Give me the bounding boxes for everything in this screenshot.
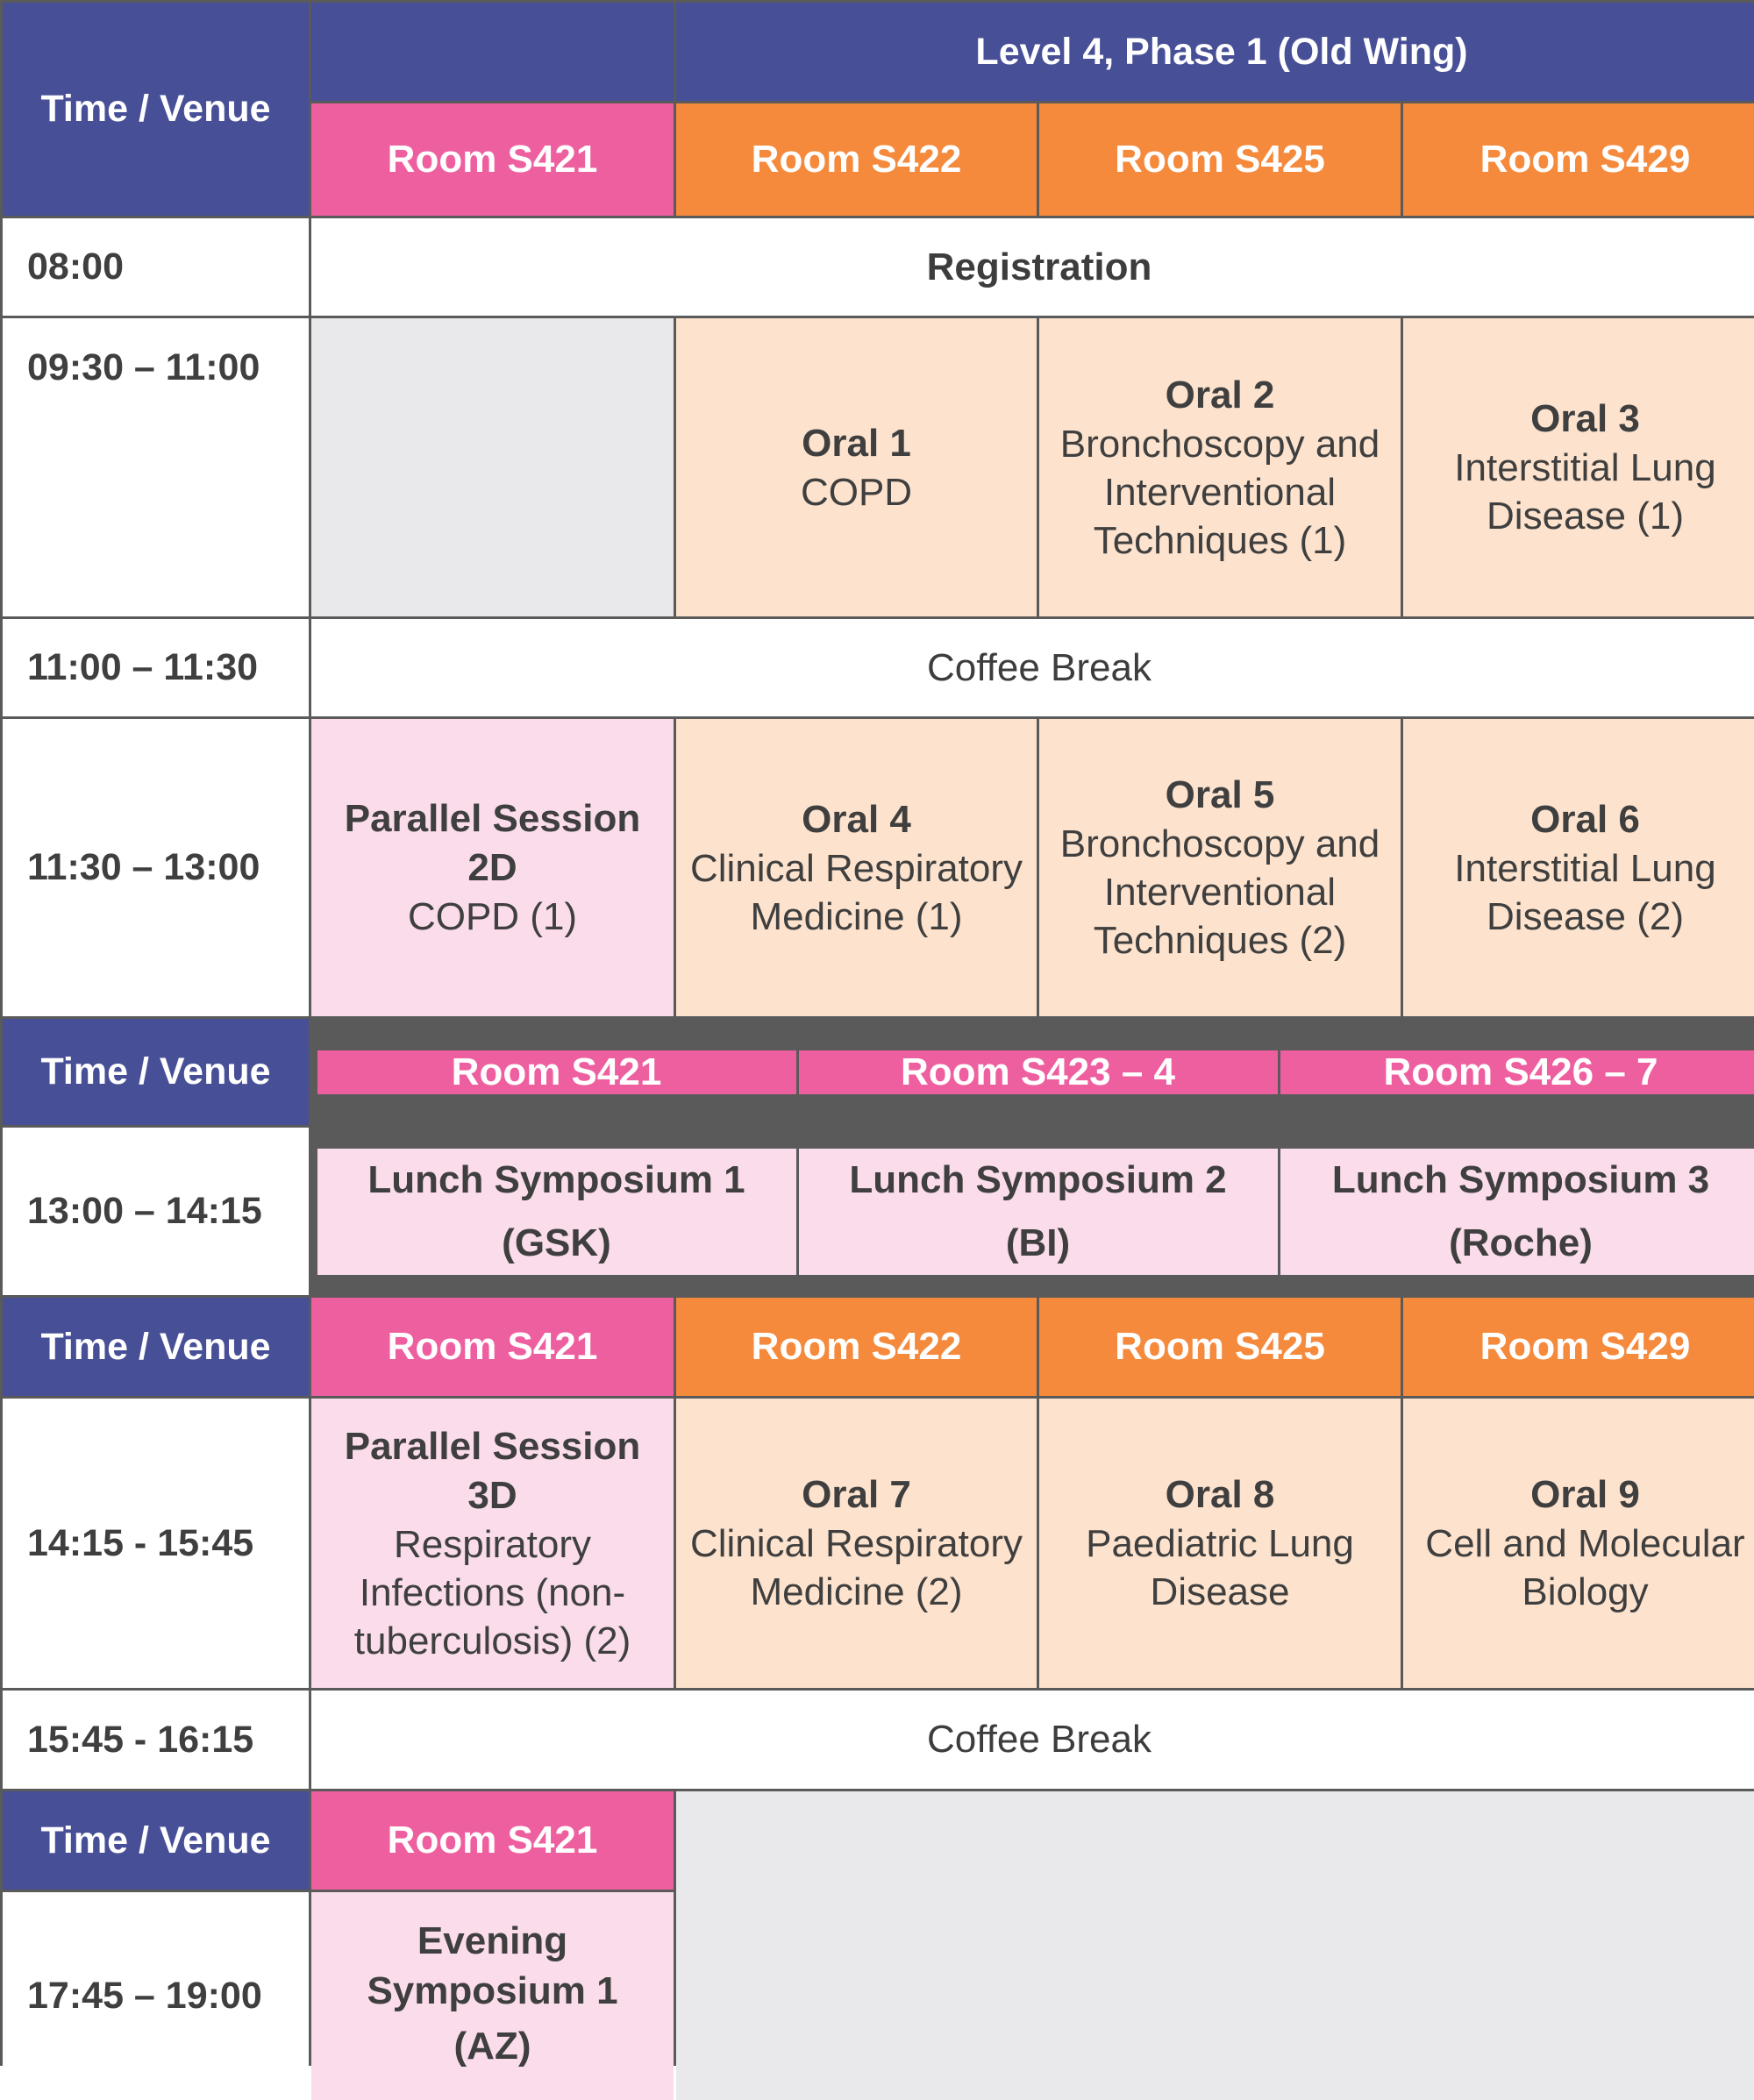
time-label: 09:30 – 11:00 <box>27 346 260 389</box>
session-parallel-2d <box>311 719 674 1016</box>
time-label: 11:00 – 11:30 <box>27 646 258 689</box>
session-title: Oral 7 <box>802 1470 911 1520</box>
room-label: Room S423 – 4 <box>901 1050 1175 1094</box>
room-label: Room S421 <box>388 1325 598 1369</box>
session-topic: Clinical Respiratory Medicine (2) <box>685 1520 1028 1616</box>
lunch-room-header-row <box>311 1019 1754 1125</box>
room-label: Room S421 <box>452 1050 662 1094</box>
coffee-break-label: Coffee Break <box>927 646 1152 690</box>
room-header-s429 <box>1403 103 1754 216</box>
time-venue-header <box>3 1298 309 1396</box>
session-topic: Interstitial Lung Disease (2) <box>1412 844 1754 941</box>
lunch-symposium-row <box>311 1128 1754 1295</box>
registration-cell <box>311 218 1754 316</box>
room-header-s421 <box>311 1791 674 1890</box>
sponsor-label: (BI) <box>1006 1212 1070 1275</box>
time-label: 17:45 – 19:00 <box>27 1975 262 2018</box>
session-oral-8 <box>1039 1399 1401 1688</box>
session-topic: COPD <box>801 468 912 516</box>
session-title: Evening Symposium 1 <box>320 1916 665 2016</box>
session-topic: Bronchoscopy and Interventional Techniques (2) <box>1048 820 1392 965</box>
room-header-s425 <box>1039 103 1401 216</box>
session-topic: Respiratory Infections (non-tuberculosis) (2) <box>320 1520 665 1665</box>
room-label: Room S426 – 7 <box>1383 1050 1658 1094</box>
time-cell-0930 <box>3 318 309 616</box>
session-topic: Cell and Molecular Biology <box>1412 1520 1754 1616</box>
room-label: Room S422 <box>752 1325 962 1369</box>
session-title: Parallel Session 3D <box>320 1422 665 1520</box>
session-title: Oral 9 <box>1530 1470 1640 1520</box>
sponsor-label: (AZ) <box>454 2016 531 2077</box>
time-cell-evening <box>3 1892 309 2100</box>
evening-symposium-1 <box>311 1892 674 2100</box>
time-venue-header <box>3 1791 309 1890</box>
coffee-break-cell <box>311 1691 1754 1789</box>
time-cell-1130 <box>3 719 309 1016</box>
empty-cell <box>676 1791 1754 2100</box>
time-label: 14:15 - 15:45 <box>27 1522 253 1565</box>
session-title: Oral 1 <box>802 419 911 468</box>
sponsor-label: (Roche) <box>1449 1212 1593 1275</box>
session-title: Lunch Symposium 2 <box>849 1149 1226 1212</box>
time-label: 13:00 – 14:15 <box>27 1190 262 1233</box>
coffee-break-cell <box>311 619 1754 716</box>
room-header-s422 <box>676 103 1037 216</box>
session-title: Oral 5 <box>1166 771 1275 820</box>
time-venue-label: Time / Venue <box>40 1819 270 1862</box>
room-header-s421 <box>317 1050 796 1094</box>
session-topic: COPD (1) <box>408 893 577 941</box>
session-topic: Bronchoscopy and Interventional Techniques (1) <box>1048 420 1392 565</box>
room-header-s425 <box>1039 1298 1401 1396</box>
room-header-s421 <box>311 1298 674 1396</box>
session-oral-5 <box>1039 719 1401 1016</box>
room-header-s421 <box>311 103 674 216</box>
coffee-break-label: Coffee Break <box>927 1718 1152 1762</box>
lunch-symposium-3 <box>1280 1149 1754 1275</box>
wing-label: Level 4, Phase 1 (Old Wing) <box>975 31 1467 74</box>
session-title: Parallel Session 2D <box>320 794 665 893</box>
session-oral-1 <box>676 318 1037 616</box>
time-cell-1415 <box>3 1399 309 1688</box>
session-topic: Interstitial Lung Disease (1) <box>1412 444 1754 540</box>
session-oral-6 <box>1403 719 1754 1016</box>
time-venue-header <box>3 3 309 216</box>
room-label: Room S421 <box>388 1819 598 1862</box>
room-label: Room S425 <box>1115 1325 1325 1369</box>
time-label: 11:30 – 13:00 <box>27 846 260 889</box>
time-venue-label: Time / Venue <box>40 88 270 131</box>
room-header-s423-4 <box>799 1050 1278 1094</box>
session-title: Oral 3 <box>1530 395 1640 444</box>
header-blank-cell <box>311 3 674 101</box>
session-topic: Paediatric Lung Disease <box>1048 1520 1392 1616</box>
room-header-s429 <box>1403 1298 1754 1396</box>
session-title: Lunch Symposium 1 <box>367 1149 745 1212</box>
room-label: Room S429 <box>1480 138 1691 182</box>
time-label: 08:00 <box>27 246 124 288</box>
empty-cell <box>311 318 674 616</box>
time-label: 15:45 - 16:15 <box>27 1719 253 1762</box>
session-oral-3 <box>1403 318 1754 616</box>
room-label: Room S425 <box>1115 138 1325 182</box>
session-parallel-3d <box>311 1399 674 1688</box>
session-oral-4 <box>676 719 1037 1016</box>
session-oral-7 <box>676 1399 1037 1688</box>
session-title: Oral 6 <box>1530 795 1640 844</box>
time-cell-lunch <box>3 1128 309 1295</box>
lunch-symposium-1 <box>317 1149 796 1275</box>
time-venue-label: Time / Venue <box>40 1326 270 1369</box>
time-venue-header <box>3 1019 309 1125</box>
wing-header <box>676 3 1754 101</box>
sponsor-label: (GSK) <box>502 1212 611 1275</box>
time-cell-break-1 <box>3 619 309 716</box>
registration-label: Registration <box>927 246 1152 289</box>
time-cell-break-2 <box>3 1691 309 1789</box>
session-title: Oral 8 <box>1166 1470 1275 1520</box>
time-cell-registration <box>3 218 309 316</box>
room-label: Room S422 <box>752 138 962 182</box>
room-header-s426-7 <box>1280 1050 1754 1094</box>
session-topic: Clinical Respiratory Medicine (1) <box>685 844 1028 941</box>
session-title: Oral 4 <box>802 795 911 844</box>
time-venue-label: Time / Venue <box>40 1050 270 1093</box>
room-label: Room S421 <box>388 138 598 182</box>
room-header-s422 <box>676 1298 1037 1396</box>
room-label: Room S429 <box>1480 1325 1691 1369</box>
session-oral-9 <box>1403 1399 1754 1688</box>
session-oral-2 <box>1039 318 1401 616</box>
session-title: Oral 2 <box>1166 371 1275 420</box>
session-title: Lunch Symposium 3 <box>1332 1149 1709 1212</box>
lunch-symposium-2 <box>799 1149 1278 1275</box>
